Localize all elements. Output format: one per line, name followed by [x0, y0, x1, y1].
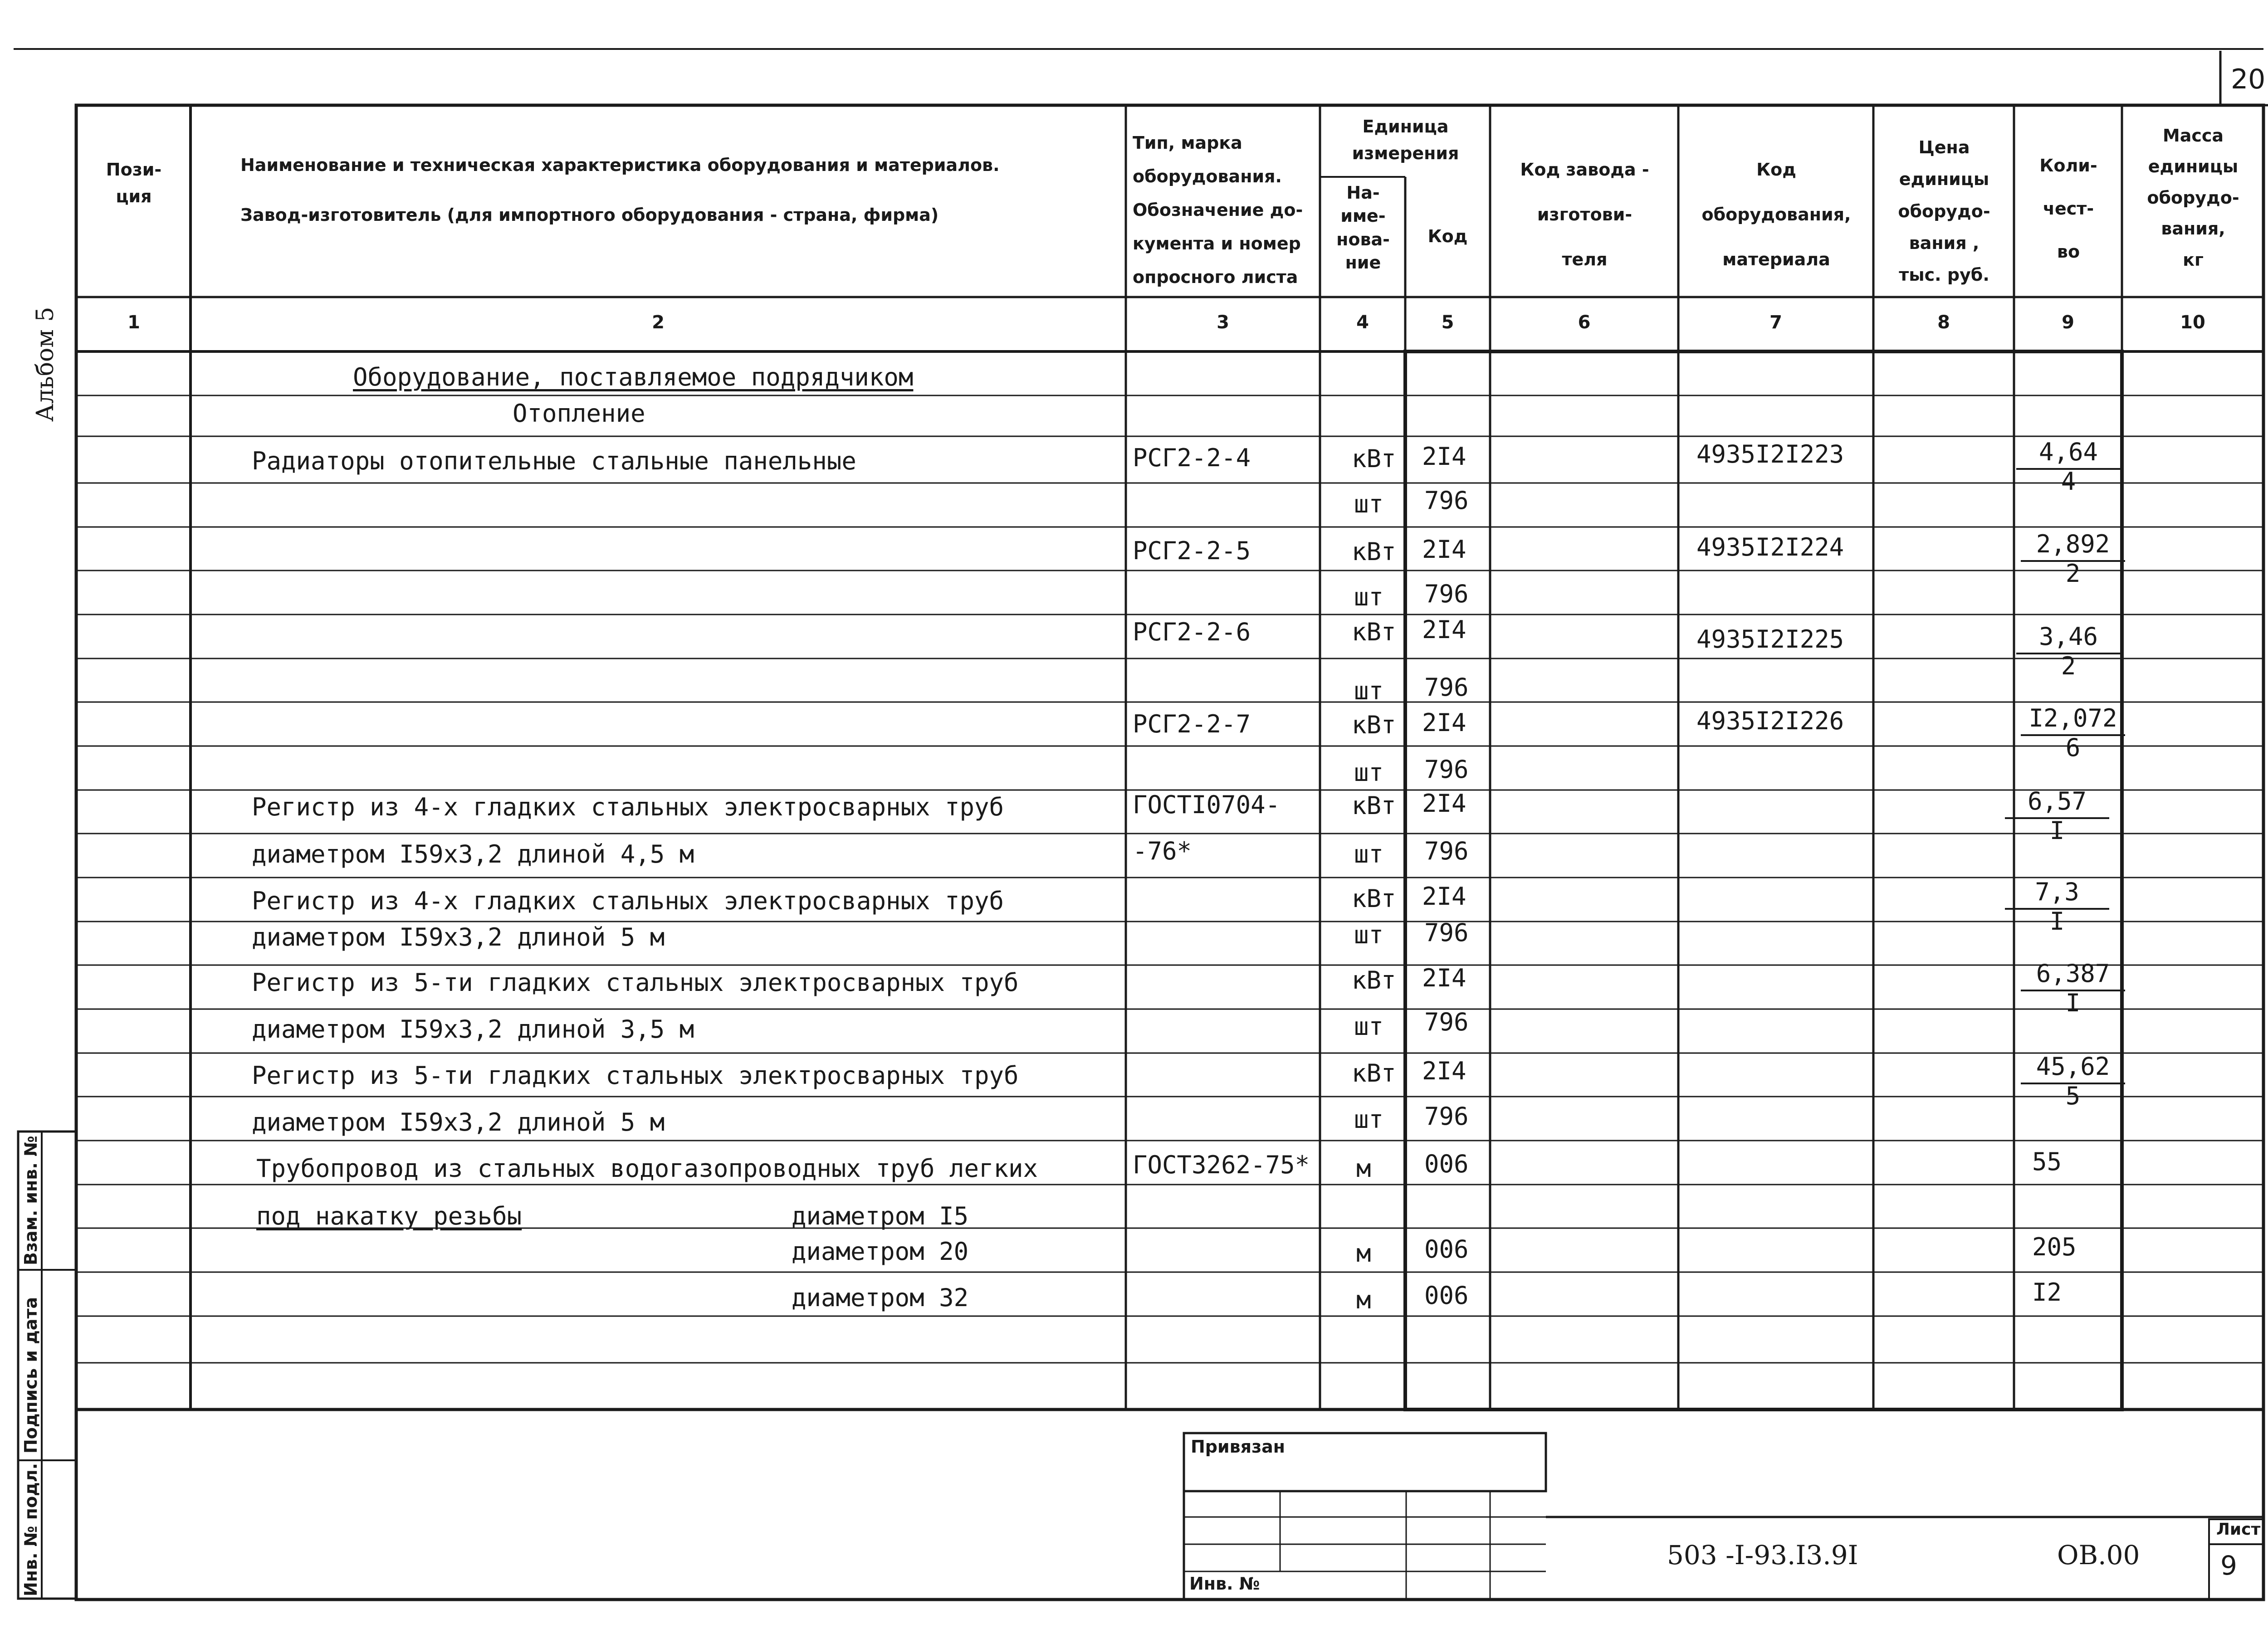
row-register-3-unit-kw: кВт — [1352, 966, 1396, 995]
row-pipeline-d15-label: диаметром I5 — [792, 1202, 969, 1230]
row-radiator-4-quantity — [2021, 704, 2125, 762]
col-number-1: 1 — [127, 312, 140, 333]
row-radiator-3-unit-kw: кВт — [1352, 618, 1396, 646]
row-pipeline-standard: ГОСТ3262-75* — [1133, 1151, 1310, 1179]
row-register-1-standard-line2: -76* — [1133, 837, 1192, 865]
row-radiator-2-type: РСГ2-2-5 — [1133, 537, 1251, 565]
row-register-1-code-pcs: 796 — [1424, 837, 1469, 865]
row-pipeline-d32-unit: м — [1356, 1286, 1371, 1314]
row-pipeline-d20-code: 006 — [1424, 1235, 1469, 1263]
row-radiator-2-equipment-code: 4935I2I224 — [1696, 533, 1844, 561]
row-pipeline-name-line1: Трубопровод из стальных водогазопроводных труб легких — [256, 1154, 1038, 1183]
col-number-10: 10 — [2180, 312, 2205, 333]
col-number-8: 8 — [1937, 312, 1950, 333]
row-register-1-quantity-pcs: I — [2049, 816, 2065, 845]
row-radiator-4-type: РСГ2-2-7 — [1133, 710, 1251, 738]
row-radiator-1-quantity-kw: 4,64 — [2016, 438, 2121, 470]
row-radiator-3-quantity-pcs: 2 — [2061, 652, 2076, 680]
row-register-2-code-pcs: 796 — [1424, 918, 1469, 947]
row-register-1-unit-kw: кВт — [1352, 791, 1396, 820]
row-register-2-unit-pcs: шт — [1354, 921, 1384, 949]
row-register-2-name-line1: Регистр из 4-х гладких стальных электросварных труб — [252, 887, 1004, 915]
header-unit-code: Код — [1427, 226, 1468, 246]
row-radiator-3-quantity-kw: 3,46 — [2016, 622, 2121, 654]
row-radiator-1-unit-pcs: шт — [1354, 490, 1384, 518]
col-number-7: 7 — [1769, 312, 1782, 333]
row-pipeline-unit: м — [1356, 1154, 1371, 1183]
stamp-document-code: 503 -I-93.I3.9I — [1667, 1540, 1858, 1571]
row-radiator-3-equipment-code: 4935I2I225 — [1696, 625, 1844, 654]
row-register-2-name-line2: диаметром I59х3,2 длиной 5 м — [252, 923, 665, 951]
row-pipeline-quantity: 55 — [2032, 1147, 2062, 1176]
side-label-signature-date: Подпись и дата — [21, 1297, 41, 1454]
header-mass: Масса единицы оборудо- вания, кг — [2147, 126, 2239, 270]
row-register-3-name-line1: Регистр из 5-ти гладких стальных электросварных труб — [252, 968, 1019, 997]
stamp-mark: ОВ.00 — [2057, 1540, 2140, 1571]
row-register-3-name-line2: диаметром I59х3,2 длиной 3,5 м — [252, 1015, 694, 1044]
row-register-1-quantity — [2005, 787, 2109, 845]
row-radiator-3-code-kw: 2I4 — [1422, 615, 1466, 644]
row-radiator-1-type: РСГ2-2-4 — [1133, 444, 1251, 472]
row-radiator-2-quantity-pcs: 2 — [2065, 559, 2081, 588]
row-register-1-unit-pcs: шт — [1354, 840, 1384, 868]
col-number-4: 4 — [1356, 312, 1369, 333]
row-register-4-name-line2: диаметром I59х3,2 длиной 5 м — [252, 1108, 665, 1136]
row-radiator-1-equipment-code: 4935I2I223 — [1696, 440, 1844, 468]
header-name-line2: Завод-изготовитель (для импортного оборудования - страна, фирма) — [240, 205, 939, 225]
row-radiator-4-equipment-code: 4935I2I226 — [1696, 707, 1844, 735]
row-radiator-2-unit-kw: кВт — [1352, 537, 1396, 566]
header-quantity: Коли- чест- во — [2039, 156, 2097, 262]
row-radiator-3-code-pcs: 796 — [1424, 673, 1469, 702]
row-pipeline-d32-code: 006 — [1424, 1281, 1469, 1310]
stamp-sheet-label: Лист — [2216, 1520, 2261, 1539]
row-radiator-1-code-kw: 2I4 — [1422, 442, 1466, 471]
row-radiator-4-unit-kw: кВт — [1352, 711, 1396, 739]
row-register-3-quantity — [2021, 959, 2125, 1017]
row-radiator-2-quantity-kw: 2,892 — [2021, 530, 2125, 562]
row-radiator-2-code-kw: 2I4 — [1422, 535, 1466, 564]
header-type: Тип, марка оборудования. Обозначение до- кумента и номер опросного листа — [1133, 133, 1303, 288]
row-radiators-name: Радиаторы отопительные стальные панельные — [252, 447, 856, 475]
row-register-2-code-kw: 2I4 — [1422, 882, 1466, 911]
col-number-9: 9 — [2062, 312, 2074, 333]
album-label: Альбом 5 — [32, 307, 59, 422]
stamp-sheet-number: 9 — [2220, 1550, 2237, 1581]
row-radiator-2-unit-pcs: шт — [1354, 583, 1384, 611]
row-register-1-name-line2: диаметром I59х3,2 длиной 4,5 м — [252, 840, 694, 868]
row-radiator-2-code-pcs: 796 — [1424, 580, 1469, 608]
row-radiator-4-code-kw: 2I4 — [1422, 708, 1466, 737]
row-pipeline-d20-unit: м — [1356, 1239, 1371, 1268]
row-radiator-4-quantity-pcs: 6 — [2065, 733, 2081, 762]
row-register-4-code-kw: 2I4 — [1422, 1057, 1466, 1085]
row-radiator-3-unit-pcs: шт — [1354, 677, 1384, 705]
row-pipeline-d20-quantity: 205 — [2032, 1233, 2077, 1261]
row-register-4-quantity — [2021, 1052, 2125, 1110]
row-register-1-code-kw: 2I4 — [1422, 789, 1466, 818]
side-label-original-inv: Инв. № подл. — [21, 1463, 41, 1596]
row-register-4-quantity-kw: 45,62 — [2021, 1052, 2125, 1084]
row-register-2-quantity-pcs: I — [2049, 907, 2065, 936]
row-radiator-4-code-pcs: 796 — [1424, 755, 1469, 784]
row-register-2-quantity — [2005, 878, 2109, 936]
row-register-3-quantity-pcs: I — [2065, 989, 2081, 1017]
row-pipeline-name-line2: под накатку резьбы — [256, 1202, 522, 1230]
row-register-2-unit-kw: кВт — [1352, 884, 1396, 913]
col-number-6: 6 — [1578, 312, 1591, 333]
stamp-privyazan: Привязан — [1191, 1437, 1286, 1457]
row-register-1-name-line1: Регистр из 4-х гладких стальных электросварных труб — [252, 793, 1004, 821]
row-register-1-standard-line1: ГОСТI0704- — [1133, 790, 1281, 819]
col-number-3: 3 — [1217, 312, 1229, 333]
row-radiator-3-type: РСГ2-2-6 — [1133, 618, 1251, 646]
row-register-4-unit-kw: кВт — [1352, 1059, 1396, 1088]
header-name-line1: Наименование и техническая характеристика оборудования и материалов. — [240, 155, 1000, 175]
header-unit-group: Единица измерения — [1352, 117, 1459, 163]
page-number: 20 — [2231, 63, 2266, 95]
header-unit-name: На- име- нова- ние — [1336, 183, 1390, 273]
row-register-4-code-pcs: 796 — [1424, 1102, 1469, 1131]
header-factory-code: Код завода - изготови- теля — [1520, 160, 1649, 269]
row-register-4-quantity-pcs: 5 — [2065, 1082, 2081, 1110]
side-label-replacement-inv: Взам. инв. № — [21, 1136, 41, 1265]
col-number-2: 2 — [652, 312, 665, 333]
row-register-3-code-kw: 2I4 — [1422, 964, 1466, 992]
row-register-3-code-pcs: 796 — [1424, 1008, 1469, 1036]
row-radiator-4-quantity-kw: I2,072 — [2021, 704, 2125, 736]
stamp-inv-no: Инв. № — [1189, 1574, 1260, 1594]
row-radiator-1-quantity — [2016, 438, 2121, 496]
row-radiator-4-unit-pcs: шт — [1354, 758, 1384, 787]
row-register-2-quantity-kw: 7,3 — [2005, 878, 2109, 910]
row-register-3-quantity-kw: 6,387 — [2021, 959, 2125, 991]
header-equipment-code: Код оборудования, материала — [1701, 160, 1851, 269]
row-pipeline-d32-label: диаметром 32 — [792, 1283, 969, 1312]
header-position: Пози- ция — [106, 160, 162, 206]
row-register-4-unit-pcs: шт — [1354, 1105, 1384, 1134]
col-number-5: 5 — [1441, 312, 1454, 333]
row-radiator-1-code-pcs: 796 — [1424, 486, 1469, 515]
row-register-4-name-line1: Регистр из 5-ти гладких стальных электросварных труб — [252, 1061, 1019, 1090]
row-radiator-1-unit-kw: кВт — [1352, 444, 1396, 473]
row-pipeline-d20-label: диаметром 20 — [792, 1237, 969, 1266]
row-radiator-1-quantity-pcs: 4 — [2061, 467, 2076, 496]
section-title: Оборудование, поставляемое подрядчиком — [353, 363, 914, 391]
row-radiator-3-quantity — [2016, 622, 2121, 680]
row-register-1-quantity-kw: 6,57 — [2005, 787, 2109, 819]
header-price: Цена единицы оборудо- вания , тыс. руб. — [1898, 137, 1990, 285]
row-radiator-2-quantity — [2021, 530, 2125, 588]
row-pipeline-unit-code: 006 — [1424, 1150, 1469, 1178]
subsection-title: Отопление — [513, 399, 645, 428]
row-pipeline-d32-quantity: I2 — [2032, 1278, 2062, 1307]
row-register-3-unit-pcs: шт — [1354, 1012, 1384, 1041]
